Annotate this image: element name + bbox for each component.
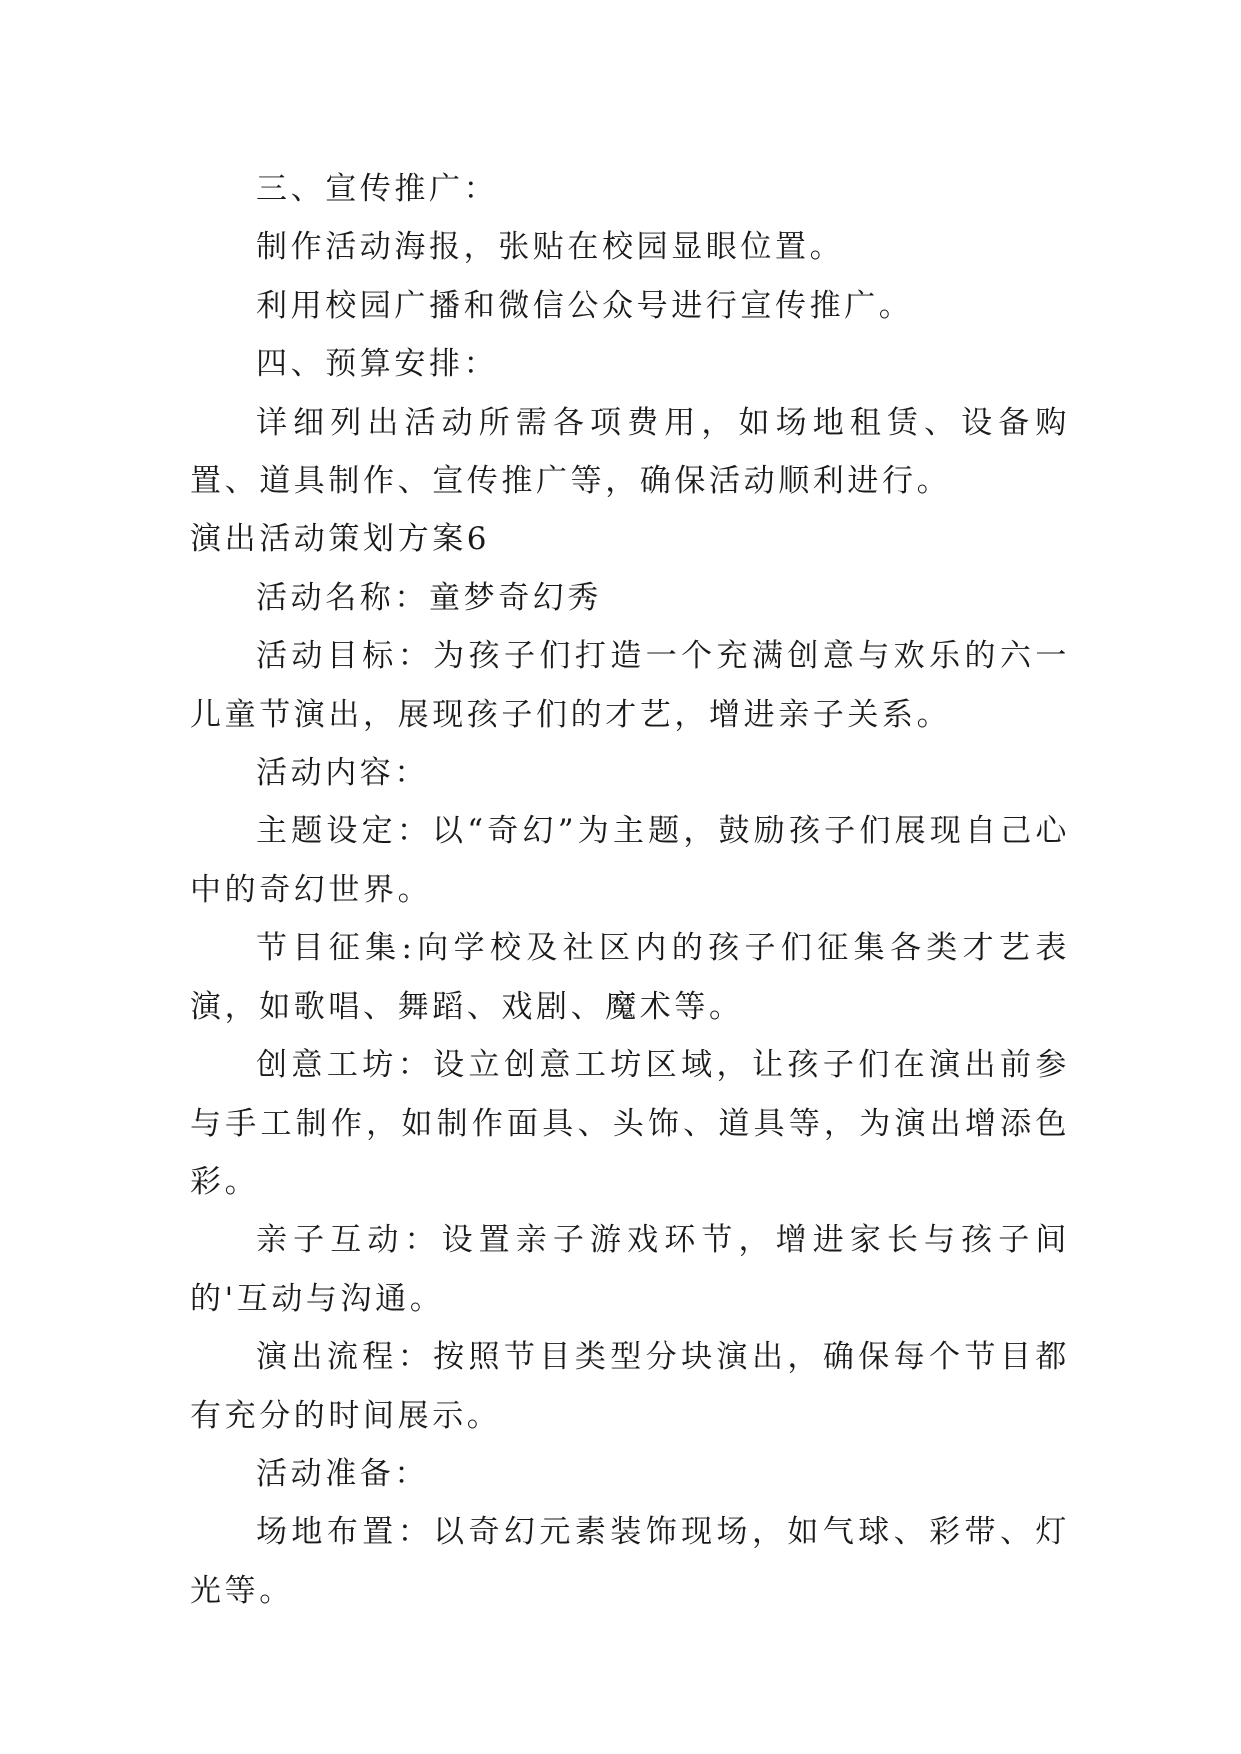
paragraph-activity-goal: 活动目标：为孩子们打造一个充满创意与欢乐的六一儿童节演出，展现孩子们的才艺，增进亲子关系。 xyxy=(190,638,1070,733)
paragraph-creative-workshop: 创意工坊：设立创意工坊区域，让孩子们在演出前参与手工制作，如制作面具、头饰、道具等，为演出增添色彩。 xyxy=(190,1047,1070,1200)
paragraph-activity-name: 活动名称：童梦奇幻秀 xyxy=(256,579,602,616)
paragraph-budget-details: 详细列出活动所需各项费用，如场地租赁、设备购置、道具制作、宣传推广等，确保活动顺利进行。 xyxy=(190,404,1070,500)
paragraph-parent-child: 亲子互动：设置亲子游戏环节，增进家长与孩子间的'互动与沟通。 xyxy=(190,1222,1070,1317)
paragraph-poster: 制作活动海报，张贴在校园显眼位置。 xyxy=(256,229,845,266)
paragraph-theme: 主题设定：以“奇幻”为主题，鼓励孩子们展现自己心中的奇幻世界。 xyxy=(190,813,1070,908)
plan-title: 演出活动策划方案6 xyxy=(190,521,491,558)
section-heading-budget: 四、预算安排： xyxy=(256,346,499,383)
paragraph-activity-content: 活动内容： xyxy=(256,755,429,792)
paragraph-broadcast: 利用校园广播和微信公众号进行宣传推广。 xyxy=(256,287,914,324)
paragraph-preparation: 活动准备： xyxy=(256,1455,429,1492)
document-body xyxy=(190,160,1070,1620)
paragraph-performance-flow: 演出流程：按照节目类型分块演出，确保每个节目都有充分的时间展示。 xyxy=(190,1339,1070,1434)
section-heading-promotion: 三、宣传推广： xyxy=(256,171,499,207)
paragraph-venue-setup: 场地布置：以奇幻元素装饰现场，如气球、彩带、灯光等。 xyxy=(190,1514,1070,1609)
paragraph-program-collection: 节目征集:向学校及社区内的孩子们征集各类才艺表演，如歌唱、舞蹈、戏剧、魔术等。 xyxy=(190,930,1070,1025)
